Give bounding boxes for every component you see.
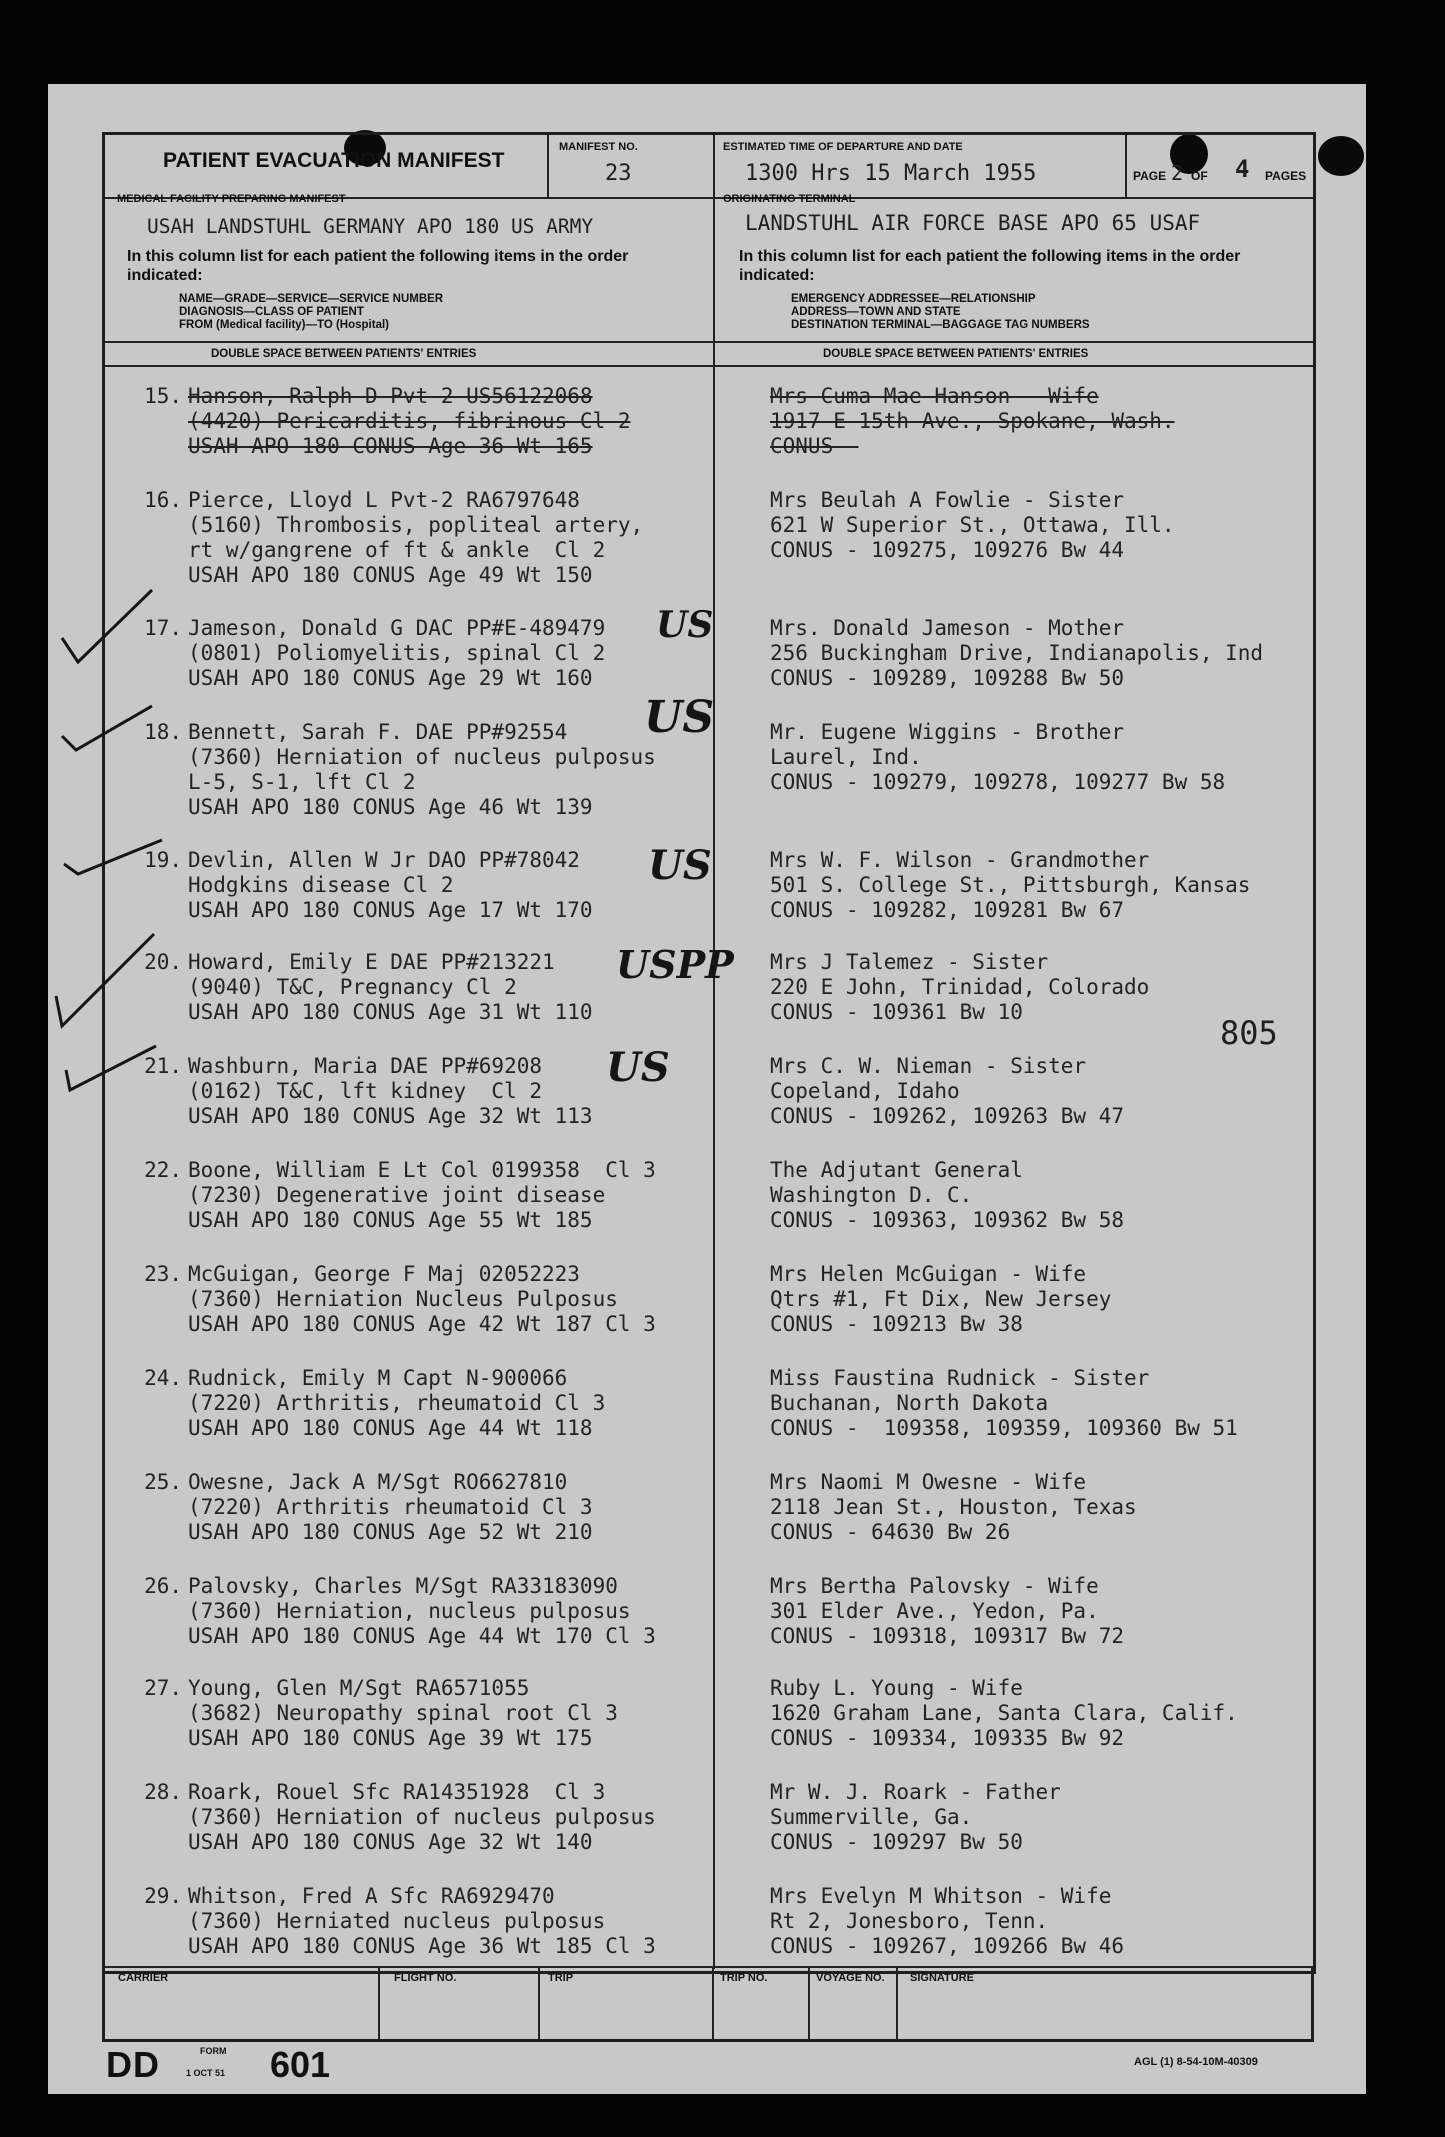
flight-no-label: FLIGHT NO. (394, 1972, 457, 1984)
patient-line: (0162) T&C, lft kidney Cl 2 (188, 1079, 543, 1103)
contact-line: CONUS - 109318, 109317 Bw 72 (770, 1624, 1125, 1648)
patient-line: (7360) Herniation of nucleus pulposus (188, 1805, 656, 1829)
contact-entry (770, 488, 1316, 563)
patient-line: Howard, Emily E DAE PP#213221 (188, 950, 555, 974)
contact-entry (770, 848, 1316, 923)
contact-line: 220 E John, Trinidad, Colorado (770, 975, 1150, 999)
ink-blot (1318, 136, 1364, 176)
page-total: 4 (1235, 155, 1250, 183)
patient-line: Roark, Rouel Sfc RA14351928 Cl 3 (188, 1780, 606, 1804)
contact-line: Mrs W. F. Wilson - Grandmother (770, 848, 1150, 872)
agl-code: AGL (1) 8-54-10M-40309 (1134, 2056, 1258, 2068)
patient-line: Devlin, Allen W Jr DAO PP#78042 (188, 848, 580, 872)
patient-entry (144, 1366, 708, 1441)
terminal-value: LANDSTUHL AIR FORCE BASE APO 65 USAF (745, 211, 1201, 235)
left-item: NAME—GRADE—SERVICE—SERVICE NUMBER (179, 293, 444, 305)
contact-line: CONUS - 109334, 109335 Bw 92 (770, 1726, 1125, 1750)
patient-line: USAH APO 180 CONUS Age 32 Wt 140 (188, 1830, 593, 1854)
entry-number: 20. (144, 950, 182, 974)
check-mark-icon (56, 586, 156, 676)
manifest-no-label: MANIFEST NO. (559, 141, 638, 153)
contact-line: Mrs C. W. Nieman - Sister (770, 1054, 1087, 1078)
patient-line: (7220) Arthritis, rheumatoid Cl 3 (188, 1391, 606, 1415)
patient-line: (7220) Arthritis rheumatoid Cl 3 (188, 1495, 593, 1519)
patient-line: USAH APO 180 CONUS Age 29 Wt 160 (188, 666, 593, 690)
manifest-no-value: 23 (605, 161, 632, 186)
contact-line: Mrs Cuma Mae Hanson - Wife (770, 384, 1099, 408)
contact-entry (770, 1884, 1316, 1959)
col-divider-3 (1125, 135, 1127, 197)
contact-entry (770, 616, 1316, 691)
page-num: 2 (1171, 161, 1184, 185)
patient-entry (144, 488, 708, 588)
patient-line: Whitson, Fred A Sfc RA6929470 (188, 1884, 555, 1908)
form-dd: DD (106, 2044, 160, 2085)
patient-line: USAH APO 180 CONUS Age 55 Wt 185 (188, 1208, 593, 1232)
contact-entry (770, 1676, 1316, 1751)
contact-line: CONUS - 109267, 109266 Bw 46 (770, 1934, 1125, 1958)
patient-line: (4420) Pericarditis, fibrinous Cl 2 (188, 409, 631, 433)
entry-number: 29. (144, 1884, 182, 1908)
form-word: FORM (200, 2046, 227, 2056)
patient-line: Boone, William E Lt Col 0199358 Cl 3 (188, 1158, 656, 1182)
patient-line: Jameson, Donald G DAC PP#E-489479 (188, 616, 606, 640)
patient-line: (5160) Thrombosis, popliteal artery, (188, 513, 644, 537)
header-rule-3 (105, 365, 1313, 367)
contact-entry (770, 720, 1316, 795)
right-item: ADDRESS—TOWN AND STATE (791, 306, 961, 318)
contact-line: CONUS - 109297 Bw 50 (770, 1830, 1023, 1854)
entry-number: 23. (144, 1262, 182, 1286)
contact-line: Mrs. Donald Jameson - Mother (770, 616, 1125, 640)
col-divider-1 (547, 135, 549, 197)
contact-line: 501 S. College St., Pittsburgh, Kansas (770, 873, 1251, 897)
patient-entry (144, 1884, 708, 1959)
patient-entry (144, 1470, 708, 1545)
contact-line: Qtrs #1, Ft Dix, New Jersey (770, 1287, 1112, 1311)
handwritten-initials: US (648, 842, 712, 889)
patient-line: USAH APO 180 CONUS Age 17 Wt 170 (188, 898, 593, 922)
patient-line: (3682) Neuropathy spinal root Cl 3 (188, 1701, 618, 1725)
entry-number: 15. (144, 384, 182, 408)
signature-label: SIGNATURE (910, 1972, 974, 1984)
voyage-no-label: VOYAGE NO. (816, 1972, 885, 1984)
check-mark-icon (56, 700, 156, 760)
patient-line: (7360) Herniation, nucleus pulposus (188, 1599, 631, 1623)
check-mark-icon (50, 930, 160, 1030)
entry-number: 25. (144, 1470, 182, 1494)
pages-label: PAGES (1265, 169, 1307, 183)
contact-line: CONUS - 109279, 109278, 109277 Bw 58 (770, 770, 1226, 794)
contact-entry (770, 1158, 1316, 1233)
patient-line: Hodgkins disease Cl 2 (188, 873, 454, 897)
contact-entry (770, 1262, 1316, 1337)
check-mark-icon (60, 1040, 160, 1096)
header-rule-2 (105, 341, 1313, 343)
right-instruction-items (791, 293, 1090, 332)
left-instruction-items (179, 293, 443, 332)
patient-line: (7360) Herniation of nucleus pulposus (188, 745, 656, 769)
contact-line: CONUS - 64630 Bw 26 (770, 1520, 1011, 1544)
patient-line: Washburn, Maria DAE PP#69208 (188, 1054, 543, 1078)
patient-line: Pierce, Lloyd L Pvt-2 RA6797648 (188, 488, 580, 512)
contact-line: Mrs Naomi M Owesne - Wife (770, 1470, 1087, 1494)
patient-entry (144, 384, 708, 459)
contact-entry (770, 1574, 1316, 1649)
contact-line: CONUS - (770, 434, 859, 458)
patient-entry (144, 1158, 708, 1233)
form-number: 601 (270, 2044, 331, 2085)
handwritten-initials: US (656, 604, 714, 646)
margin-number: 805 (1220, 1014, 1278, 1052)
right-item: DESTINATION TERMINAL—BAGGAGE TAG NUMBERS (791, 319, 1090, 331)
patient-line: McGuigan, George F Maj 02052223 (188, 1262, 580, 1286)
left-instructions: In this column list for each patient the following items in the order indicated: (127, 248, 629, 284)
entry-number: 26. (144, 1574, 182, 1598)
entry-number: 22. (144, 1158, 182, 1182)
contact-line: CONUS - 109358, 109359, 109360 Bw 51 (770, 1416, 1238, 1440)
patient-line: (7360) Herniated nucleus pulposus (188, 1909, 606, 1933)
contact-line: 256 Buckingham Drive, Indianapolis, Ind (770, 641, 1264, 665)
contact-line: CONUS - 109262, 109263 Bw 47 (770, 1104, 1125, 1128)
patient-line: USAH APO 180 CONUS Age 31 Wt 110 (188, 1000, 593, 1024)
entry-number: 21. (144, 1054, 182, 1078)
page-label: PAGE (1133, 169, 1167, 183)
patient-line: USAH APO 180 CONUS Age 46 Wt 139 (188, 795, 593, 819)
entry-number: 16. (144, 488, 182, 512)
departure-label: ESTIMATED TIME OF DEPARTURE AND DATE (723, 141, 963, 153)
patient-entry (144, 616, 708, 691)
handwritten-initials: USPP (616, 942, 734, 987)
left-item: DIAGNOSIS—CLASS OF PATIENT (179, 306, 364, 318)
contact-line: Laurel, Ind. (770, 745, 922, 769)
patient-line: USAH APO 180 CONUS Age 36 Wt 185 Cl 3 (188, 1934, 656, 1958)
contact-entry (770, 1470, 1316, 1545)
left-item: FROM (Medical facility)—TO (Hospital) (179, 319, 389, 331)
patient-line: rt w/gangrene of ft & ankle Cl 2 (188, 538, 606, 562)
trip-label: TRIP (548, 1972, 574, 1984)
entry-number: 18. (144, 720, 182, 744)
contact-line: CONUS - 109213 Bw 38 (770, 1312, 1023, 1336)
contact-line: Copeland, Idaho (770, 1079, 960, 1103)
trip-no-label: TRIP NO. (720, 1972, 768, 1984)
patient-line: (7230) Degenerative joint disease (188, 1183, 606, 1207)
double-space-note-left: DOUBLE SPACE BETWEEN PATIENTS' ENTRIES (211, 348, 477, 360)
contact-line: CONUS - 109289, 109288 Bw 50 (770, 666, 1125, 690)
footer-box (102, 1966, 1314, 2042)
contact-line: CONUS - 109282, 109281 Bw 67 (770, 898, 1125, 922)
patient-line: (7360) Herniation Nucleus Pulposus (188, 1287, 618, 1311)
contact-line: Summerville, Ga. (770, 1805, 973, 1829)
contact-line: CONUS - 109275, 109276 Bw 44 (770, 538, 1125, 562)
patient-line: Bennett, Sarah F. DAE PP#92554 (188, 720, 568, 744)
entry-number: 17. (144, 616, 182, 640)
contact-entry (770, 1366, 1316, 1441)
patient-line: USAH APO 180 CONUS Age 49 Wt 150 (188, 563, 593, 587)
entry-number: 27. (144, 1676, 182, 1700)
check-mark-icon (56, 830, 166, 880)
contact-line: Washington D. C. (770, 1183, 973, 1207)
patient-line: (0801) Poliomyelitis, spinal Cl 2 (188, 641, 606, 665)
contact-entry (770, 1780, 1316, 1855)
departure-value: 1300 Hrs 15 March 1955 (745, 161, 1037, 186)
handwritten-initials: US (606, 1044, 670, 1091)
entry-number: 19. (144, 848, 182, 872)
carrier-label: CARRIER (118, 1972, 169, 1984)
title-label: PATIENT EVACUATION MANIFEST (163, 149, 505, 172)
patient-entry (144, 1780, 708, 1855)
right-instructions: In this column list for each patient the following items in the order indicated: (739, 248, 1241, 284)
patient-line: USAH APO 180 CONUS Age 32 Wt 113 (188, 1104, 593, 1128)
contact-line: Mr. Eugene Wiggins - Brother (770, 720, 1125, 744)
contact-line: Mrs Evelyn M Whitson - Wife (770, 1884, 1112, 1908)
form-date: 1 OCT 51 (186, 2068, 226, 2078)
contact-line: The Adjutant General (770, 1158, 1023, 1182)
patient-line: USAH APO 180 CONUS Age 36 Wt 165 (188, 434, 593, 458)
contact-line: Mrs Helen McGuigan - Wife (770, 1262, 1087, 1286)
patient-line: Hanson, Ralph D Pvt-2 US56122068 (188, 384, 593, 408)
contact-line: 2118 Jean St., Houston, Texas (770, 1495, 1137, 1519)
patient-line: (9040) T&C, Pregnancy Cl 2 (188, 975, 517, 999)
contact-line: CONUS - 109361 Bw 10 (770, 1000, 1023, 1024)
contact-line: Mrs Bertha Palovsky - Wife (770, 1574, 1099, 1598)
patient-line: USAH APO 180 CONUS Age 52 Wt 210 (188, 1520, 593, 1544)
entry-number: 28. (144, 1780, 182, 1804)
handwritten-initials: US (644, 692, 715, 743)
patient-line: USAH APO 180 CONUS Age 44 Wt 118 (188, 1416, 593, 1440)
patient-line: Rudnick, Emily M Capt N-900066 (188, 1366, 568, 1390)
patient-entry (144, 720, 708, 820)
patient-line: Palovsky, Charles M/Sgt RA33183090 (188, 1574, 618, 1598)
contact-entry (770, 1054, 1316, 1129)
patient-entry (144, 1676, 708, 1751)
facility-label: MEDICAL FACILITY PREPARING MANIFEST (117, 193, 346, 205)
contact-line: Mr W. J. Roark - Father (770, 1780, 1061, 1804)
contact-line: Buchanan, North Dakota (770, 1391, 1049, 1415)
contact-line: 1917 E 15th Ave., Spokane, Wash. (770, 409, 1175, 433)
patient-entry (144, 848, 708, 923)
contact-line: CONUS - 109363, 109362 Bw 58 (770, 1208, 1125, 1232)
patient-line: Young, Glen M/Sgt RA6571055 (188, 1676, 530, 1700)
contact-line: 1620 Graham Lane, Santa Clara, Calif. (770, 1701, 1238, 1725)
entry-number: 24. (144, 1366, 182, 1390)
double-space-note-right: DOUBLE SPACE BETWEEN PATIENTS' ENTRIES (823, 348, 1089, 360)
of-label: OF (1191, 169, 1208, 183)
contact-entry (770, 384, 1316, 459)
contact-line: Mrs Beulah A Fowlie - Sister (770, 488, 1125, 512)
patient-entry (144, 1574, 708, 1649)
contact-line: Mrs J Talemez - Sister (770, 950, 1049, 974)
patient-line: L-5, S-1, lft Cl 2 (188, 770, 416, 794)
facility-value: USAH LANDSTUHL GERMANY APO 180 US ARMY (147, 215, 594, 238)
patient-line: USAH APO 180 CONUS Age 44 Wt 170 Cl 3 (188, 1624, 656, 1648)
right-item: EMERGENCY ADDRESSEE—RELATIONSHIP (791, 293, 1036, 305)
contact-line: 621 W Superior St., Ottawa, Ill. (770, 513, 1175, 537)
terminal-label: ORIGINATING TERMINAL (723, 193, 856, 205)
contact-line: Miss Faustina Rudnick - Sister (770, 1366, 1150, 1390)
patient-line: USAH APO 180 CONUS Age 39 Wt 175 (188, 1726, 593, 1750)
patient-line: USAH APO 180 CONUS Age 42 Wt 187 Cl 3 (188, 1312, 656, 1336)
patient-line: Owesne, Jack A M/Sgt RO6627810 (188, 1470, 568, 1494)
contact-line: 301 Elder Ave., Yedon, Pa. (770, 1599, 1099, 1623)
col-divider-2 (713, 135, 715, 1969)
contact-line: Ruby L. Young - Wife (770, 1676, 1023, 1700)
contact-line: Rt 2, Jonesboro, Tenn. (770, 1909, 1049, 1933)
patient-entry (144, 1262, 708, 1337)
